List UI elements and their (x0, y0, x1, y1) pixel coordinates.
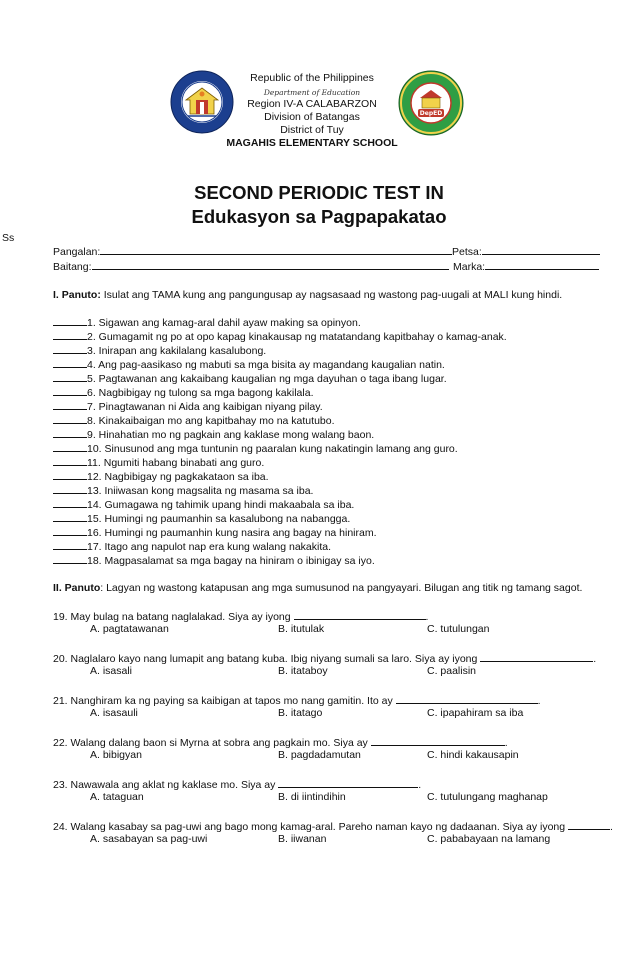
part2-directions (53, 582, 582, 594)
list-item: 14. Gumagawa ng tahimik upang hindi makaabala sa iba. (53, 497, 354, 512)
answer-blank[interactable] (53, 399, 87, 410)
list-item: 17. Itago ang napulot nap era kung walang nakakita. (53, 539, 331, 554)
header-department: Department of Education (263, 88, 361, 97)
answer-blank[interactable] (53, 455, 87, 466)
question-21: 21. Nanghiram ka ng paying sa kaibigan at tapos mo nang gamitin. Ito ay . (53, 695, 541, 707)
answer-blank[interactable] (53, 483, 87, 494)
score-blank[interactable] (485, 258, 599, 270)
answer-blank[interactable] (53, 315, 87, 326)
header-school: MAGAHIS ELEMENTARY SCHOOL (226, 137, 398, 149)
header-division: Division of Batangas (264, 111, 360, 123)
name-label: Pangalan: (53, 246, 101, 258)
option-b[interactable]: B. di iintindihin (278, 791, 346, 803)
answer-blank[interactable] (53, 553, 87, 564)
date-field (452, 243, 600, 258)
list-item: 4. Ang pag-aasikaso ng mabuti sa mga bisita ay magandang kaugalian natin. (53, 357, 445, 372)
answer-blank[interactable] (480, 651, 593, 662)
list-item: 7. Pinagtawanan ni Aida ang kaibigan niyang pilay. (53, 399, 323, 414)
grade-blank[interactable] (92, 258, 449, 270)
question-24: 24. Walang kasabay sa pag-uwi ang bago mong kamag-aral. Pareho naman kayo ng dadaanan. Siya ay iyong . (53, 821, 613, 833)
list-item: 2. Gumagamit ng po at opo kapag kinakausap ng matatandang kapitbahay o kamag-anak. (53, 329, 507, 344)
option-a[interactable]: A. isasali (90, 665, 133, 677)
name-field (53, 243, 452, 258)
list-item: 3. Inirapan ang kakilalang kasalubong. (53, 343, 266, 358)
option-a[interactable]: A. bibigyan (90, 749, 142, 761)
answer-blank[interactable] (53, 357, 87, 368)
list-item: 1. Sigawan ang kamag-aral dahil ayaw making sa opinyon. (53, 315, 361, 330)
school-seal-badge-text: DepED (419, 110, 443, 117)
list-item: 6. Nagbibigay ng tulong sa mga bagong kakilala. (53, 385, 314, 400)
option-c[interactable]: C. pababayaan na lamang (427, 833, 551, 845)
part1-label: I. Panuto: (53, 289, 101, 301)
option-c[interactable]: C. tutulungang maghanap (427, 791, 548, 803)
answer-blank[interactable] (294, 609, 426, 620)
option-b[interactable]: B. itataboy (278, 665, 328, 677)
option-a[interactable]: A. sasabayan sa pag-uwi (90, 833, 208, 845)
date-blank[interactable] (482, 243, 600, 255)
answer-blank[interactable] (53, 413, 87, 424)
answer-blank[interactable] (53, 371, 87, 382)
list-item: 13. Iniiwasan kong magsalita ng masama sa iba. (53, 483, 313, 498)
part2-label: II. Panuto (53, 582, 101, 594)
option-c[interactable]: C. hindi kakausapin (427, 749, 519, 761)
margin-note: Ss (2, 232, 15, 244)
grade-label: Baitang: (53, 261, 92, 273)
list-item: 11. Ngumiti habang binabati ang guro. (53, 455, 264, 470)
question-23: 23. Nawawala ang aklat ng kaklase mo. Siya ay . (53, 779, 422, 791)
option-b[interactable]: B. iiwanan (278, 833, 327, 845)
option-c[interactable]: C. paalisin (427, 665, 477, 677)
list-item: 18. Magpasalamat sa mga bagay na hiniram o ibinigay sa iyo. (53, 553, 375, 568)
answer-blank[interactable] (396, 693, 538, 704)
answer-blank[interactable] (53, 539, 87, 550)
option-c[interactable]: C. ipapahiram sa iba (427, 707, 524, 719)
list-item: 9. Hinahatian mo ng pagkain ang kaklase mong walang baon. (53, 427, 374, 442)
list-item: 15. Humingi ng paumanhin sa kasalubong na nabangga. (53, 511, 350, 526)
answer-blank[interactable] (53, 525, 87, 536)
option-c[interactable]: C. tutulungan (427, 623, 490, 635)
answer-blank[interactable] (53, 441, 87, 452)
question-22: 22. Walang dalang baon si Myrna at sobra ang pagkain mo. Siya ay . (53, 737, 508, 749)
part1-text: Isulat ang TAMA kung ang pangungusap ay nagsasaad ng wastong pag-uugali at MALI kung hindi. (100, 289, 563, 301)
answer-blank[interactable] (278, 777, 418, 788)
answer-blank[interactable] (568, 819, 610, 830)
list-item: 16. Humingi ng paumanhin kung nasira ang bagay na hiniram. (53, 525, 377, 540)
list-item: 5. Pagtawanan ang kakaibang kaugalian ng mga dayuhan o taga ibang lugar. (53, 371, 447, 386)
answer-blank[interactable] (53, 497, 87, 508)
header-district: District of Tuy (280, 124, 344, 136)
answer-blank[interactable] (53, 511, 87, 522)
answer-blank[interactable] (53, 385, 87, 396)
option-b[interactable]: B. itatago (278, 707, 323, 719)
part2-text: : Lagyan ng wastong katapusan ang mga sumusunod na pangyayari. Bilugan ang titik ng tamang sagot. (100, 582, 583, 594)
score-label: Marka: (453, 261, 486, 273)
answer-blank[interactable] (53, 427, 87, 438)
option-b[interactable]: B. pagdadamutan (278, 749, 361, 761)
question-19: 19. May bulag na batang naglalakad. Siya ay iyong . (53, 611, 429, 623)
header-region: Region IV-A CALABARZON (247, 98, 377, 110)
grade-field (53, 258, 449, 273)
test-title-line1: SECOND PERIODIC TEST IN (194, 182, 444, 203)
option-a[interactable]: A. tataguan (90, 791, 144, 803)
option-a[interactable]: A. pagtatawanan (90, 623, 169, 635)
option-b[interactable]: B. itutulak (278, 623, 325, 635)
header-republic: Republic of the Philippines (250, 72, 374, 84)
name-blank[interactable] (100, 243, 452, 255)
list-item: 10. Sinusunod ang mga tuntunin ng paaralan kung nakatingin lamang ang guro. (53, 441, 458, 456)
question-20: 20. Naglalaro kayo nang lumapit ang batang kuba. Ibig niyang sumali sa laro. Siya ay iyong . (53, 653, 597, 665)
date-label: Petsa: (452, 246, 482, 258)
score-field (453, 258, 599, 273)
answer-blank[interactable] (53, 329, 87, 340)
answer-blank[interactable] (53, 469, 87, 480)
list-item: 12. Nagbibigay ng pagkakataon sa iba. (53, 469, 269, 484)
list-item: 8. Kinakaibaigan mo ang kapitbahay mo na katutubo. (53, 413, 335, 428)
answer-blank[interactable] (53, 343, 87, 354)
test-title-line2: Edukasyon sa Pagpapakatao (191, 206, 447, 227)
part1-directions (53, 289, 562, 301)
option-a[interactable]: A. isasauli (90, 707, 138, 719)
answer-blank[interactable] (371, 735, 505, 746)
